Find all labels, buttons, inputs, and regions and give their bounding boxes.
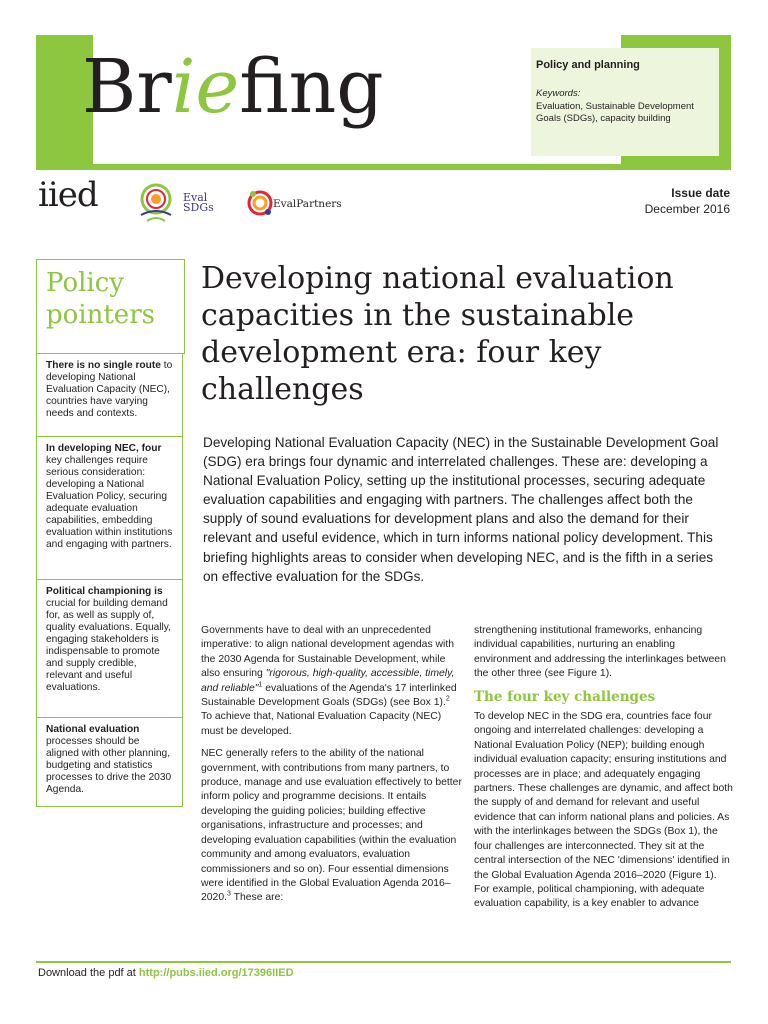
policy-pointers-header [36,259,185,354]
footnote-ref: 2 [445,695,450,703]
text-run: To achieve that, National Evaluation Capacity (NEC) must be developed. [201,711,442,737]
title-part-italic: ie [171,44,240,130]
keywords-label: Keywords: [536,88,581,99]
text-run: These are: [230,892,284,904]
keywords-text: Evaluation, Sustainable Development Goals (SDGs), capacity building [536,101,694,124]
policy-pointer-item [36,353,183,437]
policy-pointers-title-line1: Policy [46,268,124,298]
evalsdgs-logo[interactable] [133,181,233,227]
evalsdgs-emblem-icon [133,181,179,227]
pointer-lead: There is no single route [46,360,161,371]
issue-date-value: December 2016 [644,202,730,216]
evalpartners-logo[interactable] [247,186,357,222]
pointer-text: processes should be aligned with other planning, budgeting and statistics processes to drive the 2030 Agenda. [46,736,172,795]
iied-logo[interactable]: iied [38,175,98,215]
quote-run: "rigorous, high-quality, accessible, timely, and reliable" [201,668,455,694]
title-part-end: fing [239,44,384,130]
policy-pointers [36,259,185,807]
policy-pointer-item [36,579,183,718]
download-link[interactable]: http://pubs.iied.org/17396IIED [138,967,294,979]
body-paragraph [201,624,462,739]
footnote-ref: 3 [227,890,231,898]
pointer-lead: In developing NEC, four [46,443,162,454]
body-column-left [201,624,462,914]
policy-pointer-item [36,717,183,807]
title-part-start: Br [82,44,172,130]
section-subheading: The four key challenges [474,688,656,705]
policy-pointer-item [36,436,183,580]
policy-pointers-title [46,267,155,331]
evalsdgs-text: Eval SDGs [183,191,214,214]
footer-prefix: Download the pdf at [38,967,139,979]
body-paragraph [201,747,462,905]
pointer-lead: Political championing is [46,586,163,597]
body-column-right [474,624,735,920]
text-run: evaluations of the Agenda's 17 interlinked Sustainable Development Goals (SDGs) (see Box 1). [201,682,457,709]
category-label: Policy and planning [536,59,640,71]
evalpartners-text: EvalPartners [273,198,342,210]
pointer-text: to developing National Evaluation Capacity (NEC), countries have varying needs and contexts. [46,360,173,419]
meta-box [531,48,719,156]
body-paragraph: strengthening institutional frameworks, enhancing individual capabilities, nurturing an enabling environment and addressing the interlinkages between the other three (see Figure 1). [474,625,726,680]
article-title: Developing national evaluation capacities in the sustainable development era: four key challenges [201,261,674,407]
pointer-lead: National evaluation [46,724,140,735]
footer [38,967,294,979]
footer-divider [36,961,731,963]
text-run: Governments have to deal with an unprecedented imperative: to align national development agendas with the 2030 Agenda for Sustainable Development, while also ensuring [201,625,454,680]
pointer-text: crucial for building demand for, as well as supply of, quality evaluations. Equally, engaging stakeholders is indispensable to promote and supply credible, relevant and useful evaluations. [46,598,171,693]
brace-decoration: { [46,35,97,128]
issue-date-label: Issue date [671,186,730,200]
body-paragraph: To develop NEC in the SDG era, countries face four ongoing and interrelated challenges: developing a National Evaluation Policy (NEP); building enough individual evaluation capacity; ensuring institutions and processes are in place; and adequately engaging partners. These challenges are dynamic, and affect both the supply of and demand for relevant and useful evidence that can inform national plans and policies. As with the interlinkages between the SDGs (Box 1), the four challenges are interconnected. They sit at the central intersection of the NEC 'dimensions' identified in the Global Evaluation Agenda 2016–2020 (Figure 1). For example, political championing, with adequate evaluation capability, is a key enabler to advance [474,711,733,910]
policy-pointers-title-line2: pointers [46,300,155,330]
briefing-title [82,44,384,130]
text-run: NEC generally refers to the ability of the national government, with contributions from many partners, to produce, manage and use evaluation effectively to better inform policy and programme decisions. It entails developing the guiding policies; building effective organisations, infrastructure and processes; and developing evaluation capabilities (within the evaluation community and among evaluators, evaluation commissioners and so on). Four essential dimensions were identified in the Global Evaluation Agenda 2016–2020. [201,748,462,904]
article-lede: Developing National Evaluation Capacity (NEC) in the Sustainable Development Goal (SDG) era brings four dynamic and interrelated challenges. These are: developing a National Evaluation Policy, setting up the institutional processes, securing adequate evaluation capabilities and engaging with partners. The challenges affect both the supply of sound evaluations for development plans and also the demand for their relevant and useful evidence, which in turn informs national policy development. This briefing highlights areas to consider when developing NEC, and is the fifth in a series on effective evaluation for the SDGs. [203,435,719,584]
pointer-text: key challenges require serious consideration: developing a National Evaluation Policy, securing adequate evaluation capabilities, embedding evaluation within institutions and engaging with partners. [46,455,173,550]
evalpartners-emblem-icon [247,186,273,220]
footnote-ref: 1 [258,681,263,689]
